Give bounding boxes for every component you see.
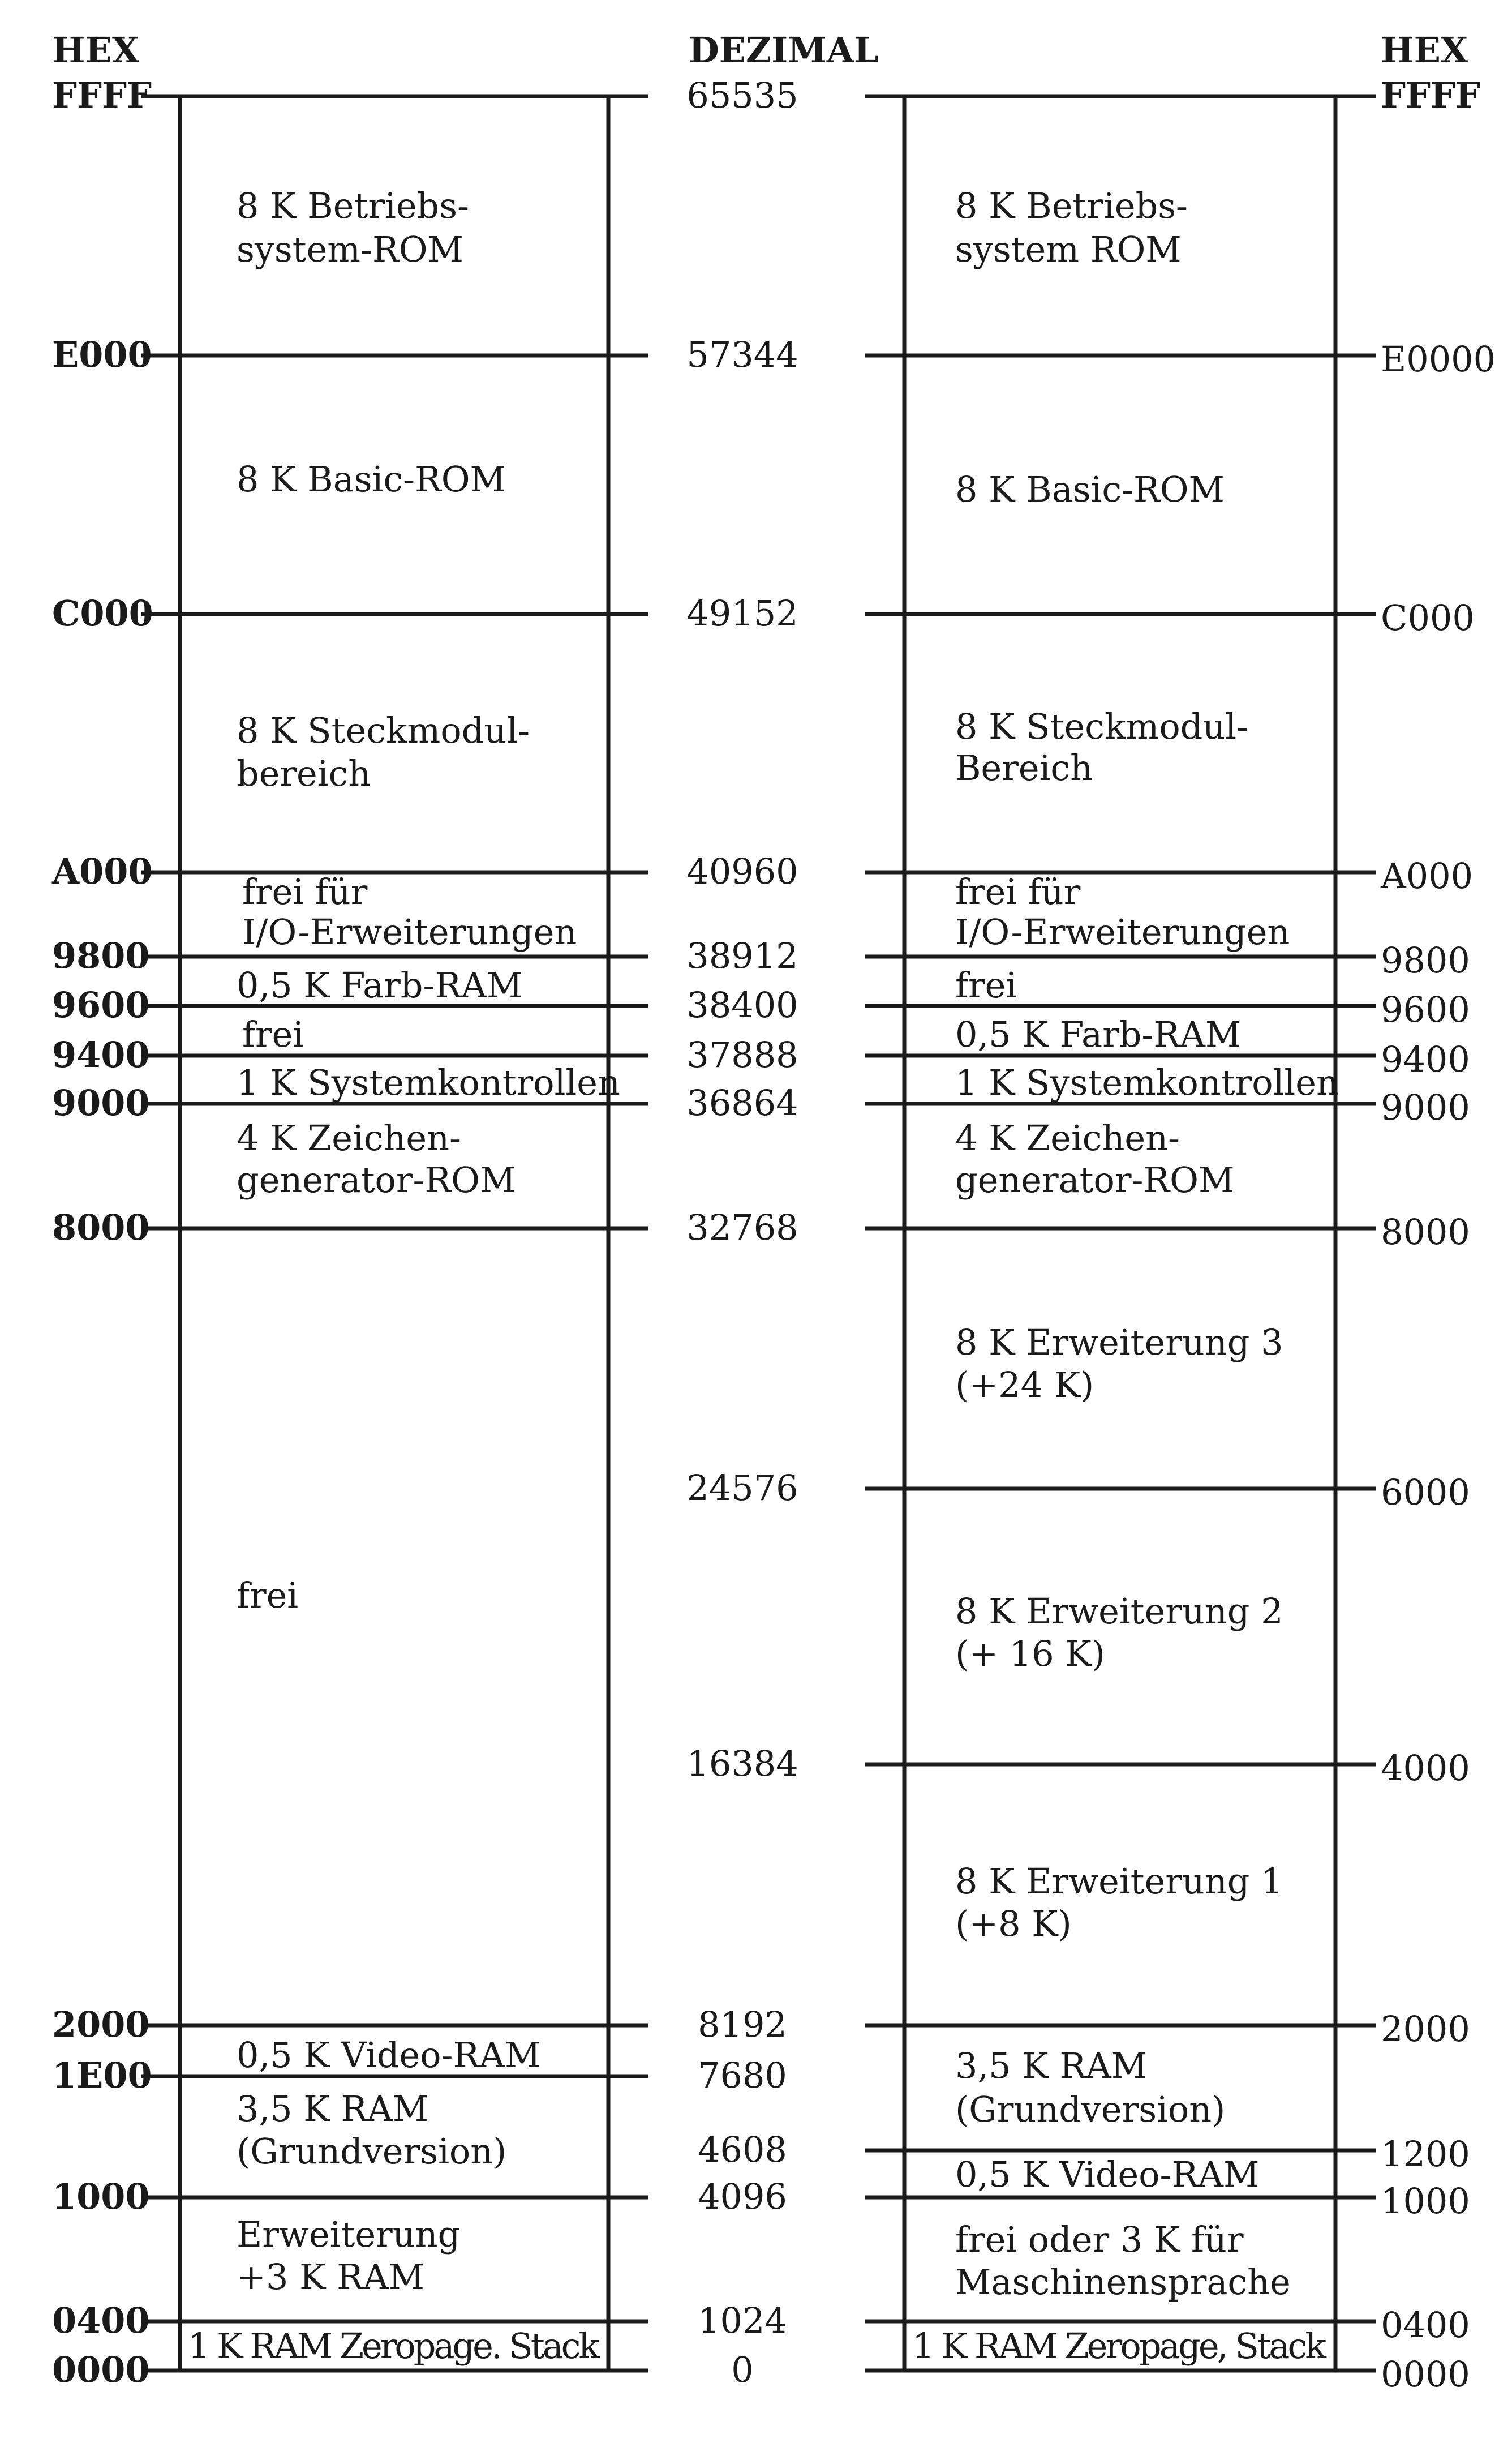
- right-hex-header: HEX: [1381, 29, 1468, 71]
- right-hex-address-label: 8000: [1381, 1211, 1470, 1253]
- decimal-address-label: 38912: [686, 935, 798, 976]
- right-hex-address-label: FFFF: [1381, 75, 1481, 116]
- decimal-address-label: 1024: [698, 2300, 787, 2341]
- right-map-block-label: 0,5 K Video-RAM: [955, 2154, 1260, 2195]
- left-hex-address-label: 1000: [52, 2176, 150, 2217]
- decimal-address-label: 65535: [686, 75, 798, 116]
- right-map-block-label: 1 K Systemkontrollen: [955, 1062, 1339, 1103]
- left-hex-header: HEX: [52, 29, 139, 71]
- right-map-block-label: I/O-Erweiterungen: [955, 911, 1290, 953]
- left-hex-address-label: 1E00: [52, 2055, 152, 2096]
- left-map-block-label: system-ROM: [237, 229, 464, 270]
- left-map-block-label: frei für: [242, 871, 368, 912]
- left-map-block-label: 8 K Basic-ROM: [237, 458, 506, 500]
- right-hex-address-label: 9000: [1381, 1087, 1470, 1128]
- left-hex-address-label: 0000: [52, 2349, 150, 2390]
- left-map-block-label: generator-ROM: [237, 1159, 516, 1201]
- right-hex-address-label: 6000: [1381, 1472, 1470, 1513]
- right-map-block-label: 0,5 K Farb-RAM: [955, 1014, 1242, 1055]
- decimal-address-label: 49152: [686, 593, 798, 634]
- left-map-block-label: 1 K Systemkontrollen: [237, 1062, 620, 1103]
- left-map-block-label: 0,5 K Farb-RAM: [237, 965, 523, 1006]
- right-map-block-label: (+8 K): [955, 1903, 1072, 1944]
- left-map-block-label: frei: [237, 1575, 299, 1616]
- right-map-block-label: 8 K Basic-ROM: [955, 469, 1225, 510]
- right-map-block-label: (+ 16 K): [955, 1633, 1105, 1674]
- right-hex-address-label: 4000: [1381, 1747, 1470, 1789]
- left-map-block-label: Erweiterung: [237, 2214, 461, 2255]
- decimal-address-label: 40960: [686, 851, 798, 892]
- left-hex-address-label: 0400: [52, 2300, 150, 2341]
- right-memory-map: [865, 75, 1496, 2395]
- right-hex-address-label: 9600: [1381, 989, 1470, 1030]
- left-map-block-label: 3,5 K RAM: [237, 2088, 429, 2129]
- left-hex-address-label: A000: [52, 851, 153, 892]
- left-hex-address-label: 8000: [52, 1207, 150, 1248]
- decimal-address-label: 24576: [686, 1467, 798, 1508]
- right-hex-address-label: 9400: [1381, 1039, 1470, 1080]
- decimal-address-label: 57344: [686, 334, 798, 375]
- decimal-address-label: 4608: [698, 2129, 787, 2170]
- right-hex-address-label: 2000: [1381, 2008, 1470, 2050]
- right-map-block-label: 8 K Betriebs-: [955, 185, 1188, 226]
- left-hex-address-label: 2000: [52, 2004, 150, 2045]
- right-map-block-label: frei für: [955, 871, 1081, 912]
- right-map-block-label: 4 K Zeichen-: [955, 1117, 1180, 1159]
- right-hex-address-label: 0000: [1381, 2354, 1470, 2395]
- left-map-block-label: bereich: [237, 753, 371, 794]
- decimal-address-column: [686, 75, 798, 2390]
- decimal-address-label: 0: [731, 2349, 754, 2390]
- right-hex-address-label: 9800: [1381, 940, 1470, 981]
- right-map-block-label: 8 K Steckmodul-: [955, 706, 1249, 747]
- decimal-header: DEZIMAL: [689, 29, 879, 71]
- left-map-block-label: 8 K Steckmodul-: [237, 710, 530, 751]
- left-hex-address-label: FFFF: [52, 75, 152, 116]
- left-map-block-label: 8 K Betriebs-: [237, 185, 469, 226]
- right-hex-address-label: 1000: [1381, 2180, 1470, 2222]
- right-map-block-label: (+24 K): [955, 1364, 1094, 1405]
- left-map-block-label: 4 K Zeichen-: [237, 1117, 462, 1159]
- left-hex-address-label: E000: [52, 334, 152, 375]
- left-hex-address-label: 9600: [52, 984, 150, 1026]
- right-map-block-label: Maschinensprache: [955, 2261, 1291, 2303]
- decimal-address-label: 37888: [686, 1034, 798, 1075]
- right-map-block-label: 8 K Erweiterung 1: [955, 1861, 1283, 1902]
- left-map-block-label: (Grundversion): [237, 2131, 507, 2172]
- left-hex-address-label: 9000: [52, 1082, 150, 1124]
- left-hex-address-label: 9800: [52, 935, 150, 976]
- decimal-address-label: 4096: [698, 2176, 787, 2217]
- decimal-address-label: 36864: [686, 1082, 798, 1124]
- right-map-block-label: frei oder 3 K für: [955, 2219, 1244, 2260]
- right-map-block-label: 8 K Erweiterung 3: [955, 1322, 1283, 1363]
- decimal-address-label: 7680: [698, 2055, 787, 2096]
- right-map-block-label: 1 K RAM Zeropage, Stack: [912, 2325, 1326, 2367]
- left-map-block-label: frei: [242, 1014, 304, 1055]
- right-map-block-label: 8 K Erweiterung 2: [955, 1591, 1283, 1632]
- right-hex-address-label: 0400: [1381, 2304, 1470, 2346]
- decimal-address-label: 38400: [686, 984, 798, 1026]
- left-map-block-label: 1 K RAM Zeropage. Stack: [188, 2325, 600, 2367]
- right-map-block-label: frei: [955, 965, 1017, 1006]
- right-hex-address-label: A000: [1381, 855, 1474, 897]
- right-map-block-label: generator-ROM: [955, 1159, 1235, 1201]
- left-map-block-label: I/O-Erweiterungen: [242, 911, 577, 953]
- left-map-block-label: +3 K RAM: [237, 2256, 425, 2298]
- right-map-block-label: system ROM: [955, 229, 1182, 270]
- left-memory-map: [51, 75, 648, 2390]
- right-hex-address-label: E0000: [1381, 338, 1496, 380]
- left-hex-address-label: 9400: [52, 1034, 150, 1075]
- right-hex-address-label: 1200: [1381, 2133, 1470, 2175]
- left-map-block-label: 0,5 K Video-RAM: [237, 2034, 541, 2076]
- right-map-block-label: (Grundversion): [955, 2089, 1226, 2130]
- right-hex-address-label: C000: [1381, 597, 1475, 638]
- decimal-address-label: 8192: [698, 2004, 787, 2045]
- decimal-address-label: 32768: [686, 1207, 798, 1248]
- decimal-address-label: 16384: [686, 1743, 798, 1784]
- right-map-block-label: Bereich: [955, 747, 1093, 788]
- right-map-block-label: 3,5 K RAM: [955, 2045, 1148, 2086]
- left-hex-address-label: C000: [52, 593, 153, 634]
